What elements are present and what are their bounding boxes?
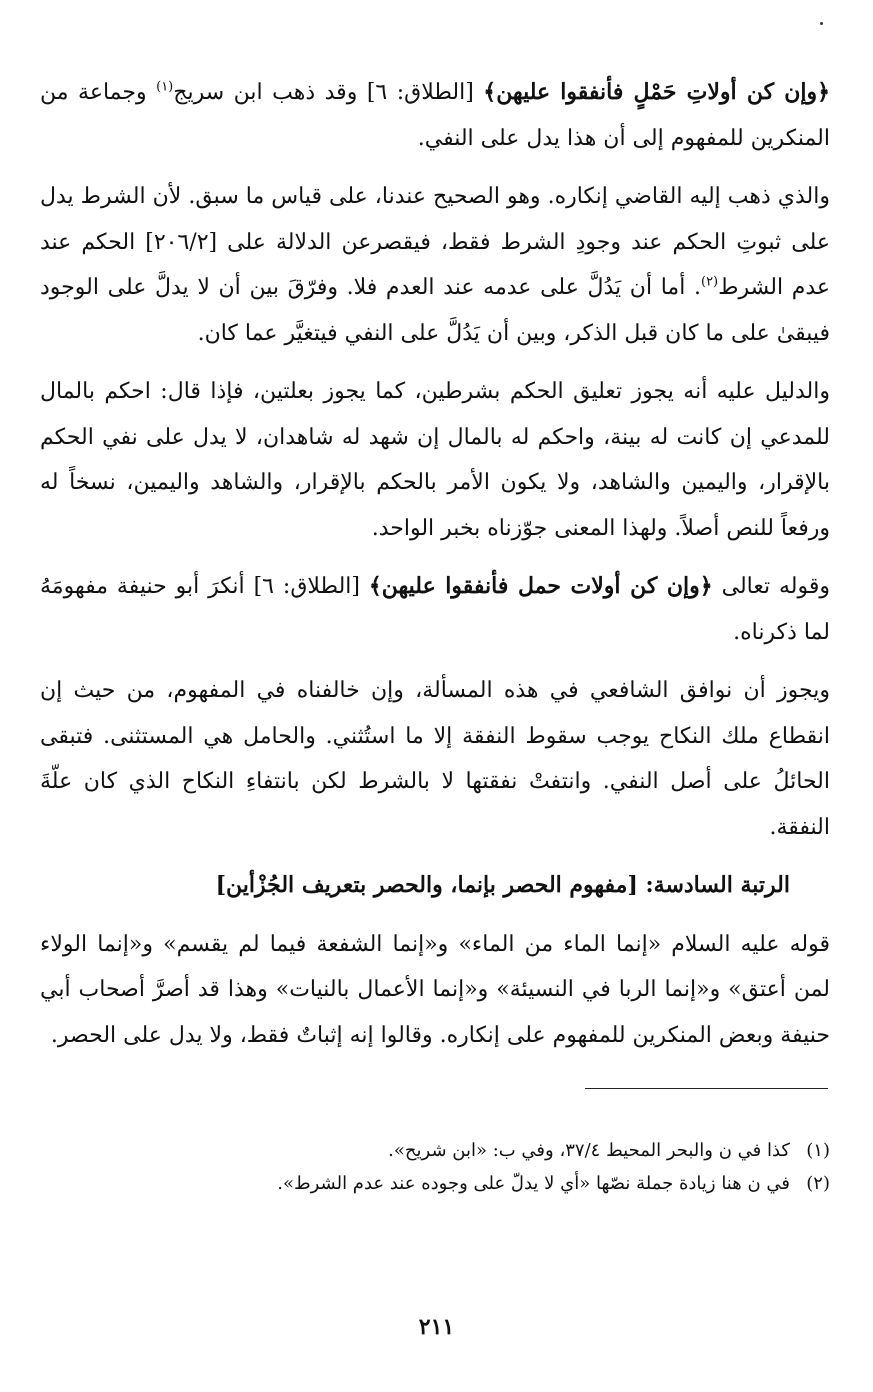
paragraph-text: وقد ذهب ابن سريج: [173, 80, 367, 105]
footnote-number: (٢): [806, 1173, 830, 1194]
paragraph-text: والذي ذهب إليه القاضي إنكاره. وهو الصحيح عندنا، على قياس ما سبق. لأن الشرط يدل على ثبوتِ الحكم عند وجودِ الشرط فقط، فيقصرعن الدلالة على [٢٠٦/٢] الحكم عند عدم الشرط: [40, 184, 831, 300]
paragraph-5: ويجوز أن نوافق الشافعي في هذه المسألة، وإن خالفناه في المفهوم، من حيث إن انقطاع ملك النكاح يوجب سقوط النفقة إلا ما استُثني. والحامل هي المستثنى. فتبقى الحائلُ على أصل النفي. وانتفتْ نفقتها لا بالشرط لكن بانتفاءِ النكاح الذي كان علّةَ النفقة.: [40, 678, 830, 840]
footnotes: [40, 1134, 830, 1200]
quran-verse: ﴿وإن كن أولاتِ حَمْلٍ فأنفقوا عليهن﴾: [483, 79, 830, 105]
paragraph-text: . أما أن يَدُلَّ على عدمه عند العدم فلا. وفرّقَ بين أن لا يدلَّ على الوجود فيبقىٰ على ما كان قبل الذكر، وبين أن يَدُلَّ على النفي فيتغيَّر عما كان.: [40, 275, 830, 346]
paragraph-6: قوله عليه السلام «إنما الماء من الماء» و«إنما الشفعة فيما لم يقسم» و«إنما الولاء لمن أعتق» و«إنما الربا في النسيئة» و«إنما الأعمال بالنيات» وهذا قد أصرَّ أصحاب أبي حنيفة وبعض المنكرين للمفهوم على إنكاره. وقالوا إنه إثباتٌ فقط، ولا يدل على الحصر.: [40, 931, 830, 1048]
page-number: ٢١١: [418, 1314, 455, 1340]
section-heading: الرتبة السادسة: [مفهوم الحصر بإنما، والحصر بتعريف الجُزْأين]: [215, 872, 790, 898]
corner-mark: [820, 22, 823, 25]
footnote-marker: (٢): [700, 274, 719, 290]
paragraph-text: [الطلاق: ٦] أنكرَ أبو حنيفة مفهومَهُ لما ذكرناه.: [40, 574, 830, 645]
main-text: [40, 70, 830, 1071]
quran-verse: ﴿وإن كن أولات حمل فأنفقوا عليهن﴾: [368, 573, 713, 599]
paragraph-text: وقوله تعالى: [712, 574, 830, 599]
footnote-divider: [585, 1088, 828, 1089]
verse-reference: [الطلاق: ٦]: [366, 80, 474, 105]
footnote-1: [40, 1134, 830, 1167]
paragraph-2: [40, 174, 830, 356]
footnote-2: [40, 1167, 830, 1200]
footnote-text: في ن هنا زيادة جملة نصّها «أي لا يدلّ على وجوده عند عدم الشرط».: [277, 1173, 790, 1194]
paragraph-text: وجماعة من المنكرين للمفهوم إلى أن هذا يدل على النفي.: [40, 80, 830, 151]
paragraph-4: [40, 564, 830, 655]
footnote-text: كذا في ن والبحر المحيط ٣٧/٤، وفي ب: «ابن شريح».: [388, 1140, 790, 1161]
paragraph-1: [40, 70, 830, 161]
paragraph-3: والدليل عليه أنه يجوز تعليق الحكم بشرطين، كما يجوز بعلتين، فإذا قال: احكم بالمال للمدعي إن كانت له بينة، واحكم له بالمال إن شهد له شاهدان، لا يدل على نفي الحكم بالإقرار، واليمين والشاهد، ولا يكون الأمر بالحكم بالإقرار، والشاهد واليمين، نسخاً له ورفعاً للنص أصلاً. ولهذا المعنى جوّزناه بخبر الواحد.: [40, 379, 830, 541]
footnote-marker: (١): [156, 79, 174, 95]
footnote-number: (١): [806, 1140, 830, 1161]
